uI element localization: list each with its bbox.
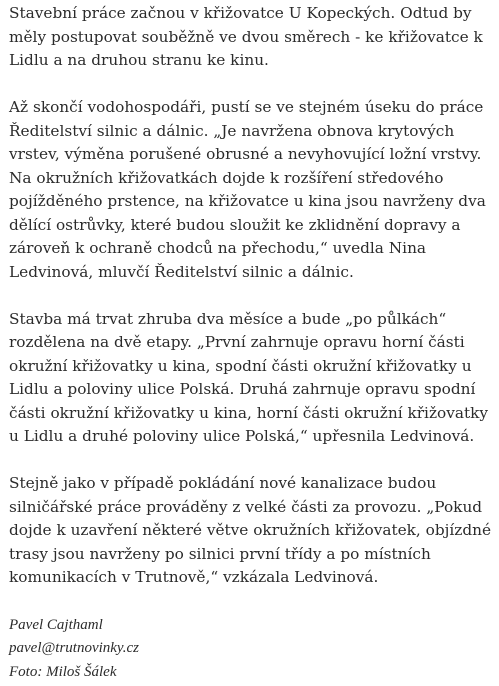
author-name: Pavel Cajthaml bbox=[9, 616, 103, 633]
author-email: pavel@trutnovinky.cz bbox=[9, 640, 140, 657]
photo-credit: Foto: Miloš Šálek bbox=[9, 663, 117, 680]
article-signature bbox=[9, 614, 493, 685]
article-paragraph-2: Až skončí vodohospodáři, pustí se ve stejném úseku do práce Ředitelství silnic a dálnic. „Je navržena obnova krytových vrstev, výměna porušené obrusné a nevyhovující ložní vrstvy. Na okružních křižovatkách dojde k rozšíření středového pojížděného prstence, na křižovatce u kina jsou navrženy dva dělící ostrůvky, které budou sloužit ke zklidnění dopravy a zároveň k ochraně chodců na přechodu,“ uvedla Nina Ledvinová, mluvčí Ředitelství silnic a dálnic. bbox=[9, 98, 486, 281]
article-paragraph-1: Stavební práce začnou v křižovatce U Kopeckých. Odtud by měly postupovat souběžně ve dvou směrech - ke křižovatce k Lidlu a na druhou stranu ke kinu. bbox=[9, 4, 483, 69]
article-paragraph-4: Stejně jako v případě pokládání nové kanalizace budou silničářské práce prováděny z velké části za provozu. „Pokud dojde k uzavření některé větve okružních křižovatek, objízdné trasy jsou navrženy po silnici první třídy a po místních komunikacích v Trutnově,“ vzkázala Ledvinová. bbox=[9, 474, 492, 587]
article-paragraph-3: Stavba má trvat zhruba dva měsíce a bude „po půlkách“ rozdělena na dvě etapy. „První zahrnuje opravu horní části okružní křižovatky u kina, spodní části okružní křižovatky u Lidlu a poloviny ulice Polská. Druhá zahrnuje opravu spodní části okružní křižovatky u kina, horní části okružní křižovatky u Lidlu a druhé poloviny ulice Polská,“ upřesnila Ledvinová. bbox=[9, 309, 489, 446]
article-body bbox=[9, 2, 493, 684]
